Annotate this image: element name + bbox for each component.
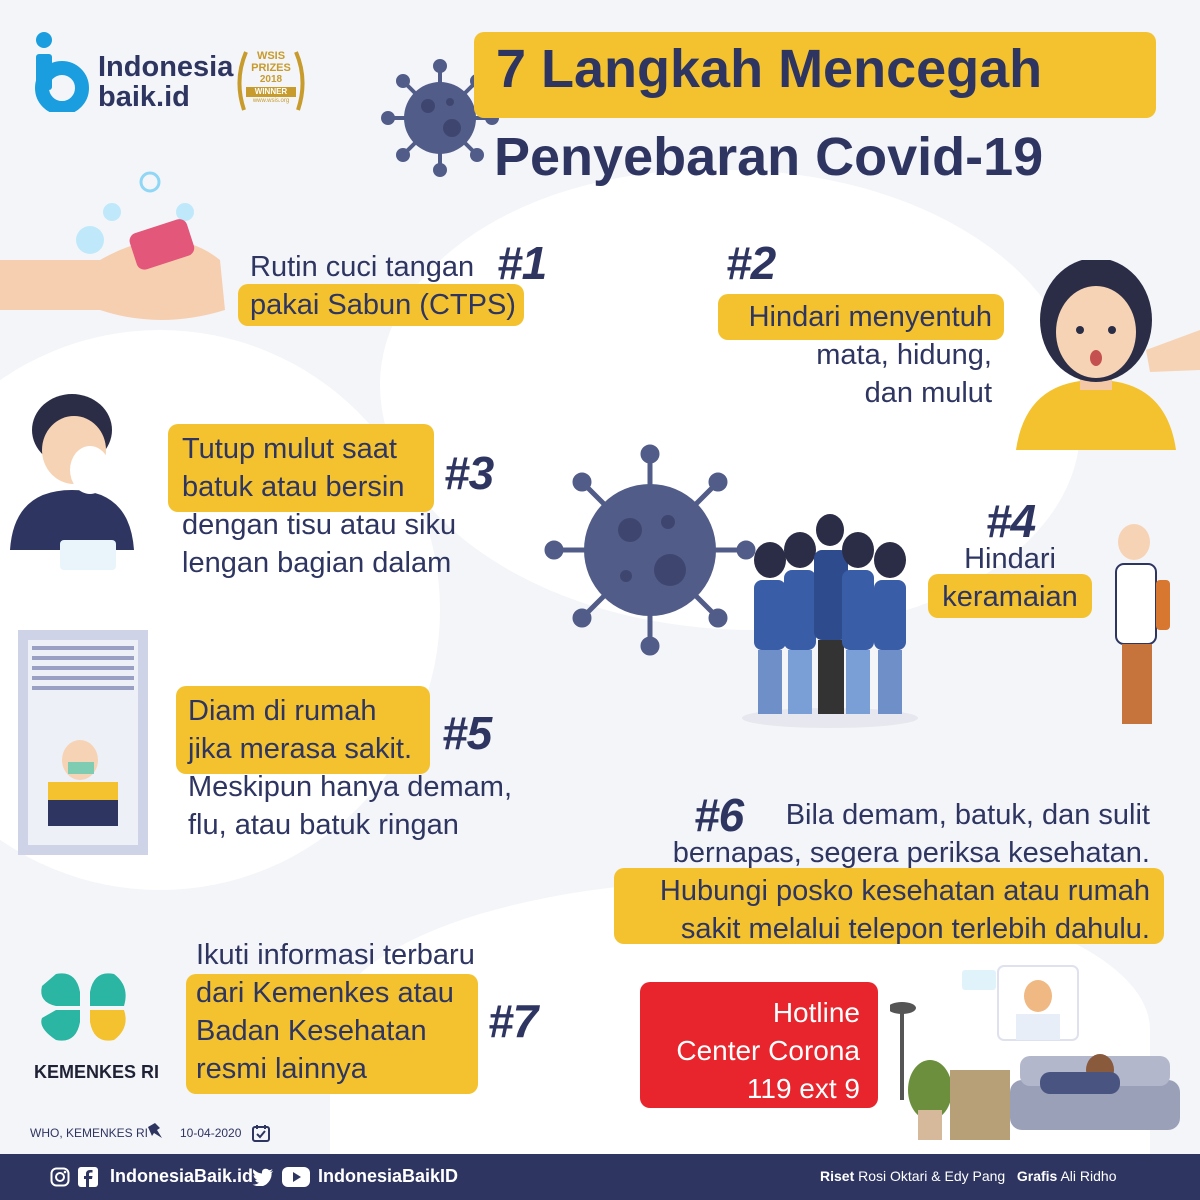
- sick-person-sofa-illustration: [890, 960, 1180, 1150]
- step5-text: Diam di rumah jika merasa sakit. Meskipun hanya demam, flu, atau batuk ringan: [188, 695, 512, 841]
- step2-text: Hindari menyentuh mata, hidung, dan mulut: [748, 301, 992, 409]
- window-sick-man-illustration: [18, 630, 148, 855]
- step4-text: Hindari keramaian: [942, 543, 1078, 613]
- step7-number: #7: [488, 995, 538, 1047]
- handwashing-illustration: [0, 170, 240, 340]
- virus-icon: [540, 440, 760, 660]
- step1-number: #1: [497, 237, 547, 289]
- source-text: WHO, KEMENKES RI: [30, 1126, 149, 1140]
- instagram-icon[interactable]: [50, 1167, 70, 1187]
- step2-number: #2: [726, 237, 776, 289]
- grafis-label: Grafis: [1016, 1168, 1058, 1184]
- wsis-award-badge: WSIS PRIZES 2018 WINNER www.wsis.org: [234, 40, 308, 122]
- facebook-icon[interactable]: [78, 1167, 98, 1187]
- step5-number: #5: [442, 707, 492, 759]
- step6-text: Bila demam, batuk, dan sulit bernapas, segera periksa kesehatan. Hubungi posko kesehatan atau rumah sakit melalui telepon terlebih dahulu.: [659, 799, 1150, 945]
- riset-names: Rosi Oktari & Edy Pang: [858, 1168, 1006, 1184]
- title-line2: Penyebaran Covid-19: [494, 127, 1044, 187]
- kemenkes-label: KEMENKES RI: [34, 1062, 160, 1082]
- riset-label: Riset: [820, 1168, 855, 1184]
- crowd-illustration: [740, 500, 920, 730]
- brand-name: Indonesia baik.id: [98, 51, 234, 113]
- source-date: 10-04-2020: [180, 1126, 242, 1140]
- step7-text: Ikuti informasi terbaru dari Kemenkes atau Badan Kesehatan resmi lainnya: [196, 939, 475, 1085]
- indonesiabaik-logo-icon: [30, 30, 92, 112]
- footer-handle-2[interactable]: IndonesiaBaikID: [318, 1166, 459, 1186]
- footer-handle-1[interactable]: IndonesiaBaik.id: [110, 1166, 254, 1186]
- step6-number: #6: [694, 789, 744, 841]
- youtube-icon[interactable]: [282, 1167, 310, 1187]
- sneezing-boy-illustration: [10, 390, 140, 570]
- hotline-text: Hotline Center Corona 119 ext 9: [676, 997, 860, 1104]
- woman-touching-face-illustration: [1016, 260, 1200, 450]
- step1-text: Rutin cuci tangan pakai Sabun (CTPS): [250, 251, 516, 321]
- title-line1: 7 Langkah Mencegah: [496, 39, 1043, 99]
- man-pointing-illustration: [1098, 520, 1178, 730]
- twitter-icon[interactable]: [252, 1168, 274, 1186]
- map-pin-icon: [146, 1122, 164, 1140]
- step4-number: #4: [986, 495, 1036, 547]
- calendar-icon: [252, 1124, 270, 1142]
- step3-number: #3: [444, 447, 494, 499]
- kemenkes-logo-icon: [36, 968, 134, 1046]
- step3-text: Tutup mulut saat batuk atau bersin dengan tisu atau siku lengan bagian dalam: [182, 433, 457, 579]
- laurel-icon: [234, 40, 308, 122]
- grafis-name: Ali Ridho: [1060, 1168, 1117, 1184]
- footer-credits: [820, 1168, 1116, 1184]
- footer-bar: [0, 1154, 1200, 1200]
